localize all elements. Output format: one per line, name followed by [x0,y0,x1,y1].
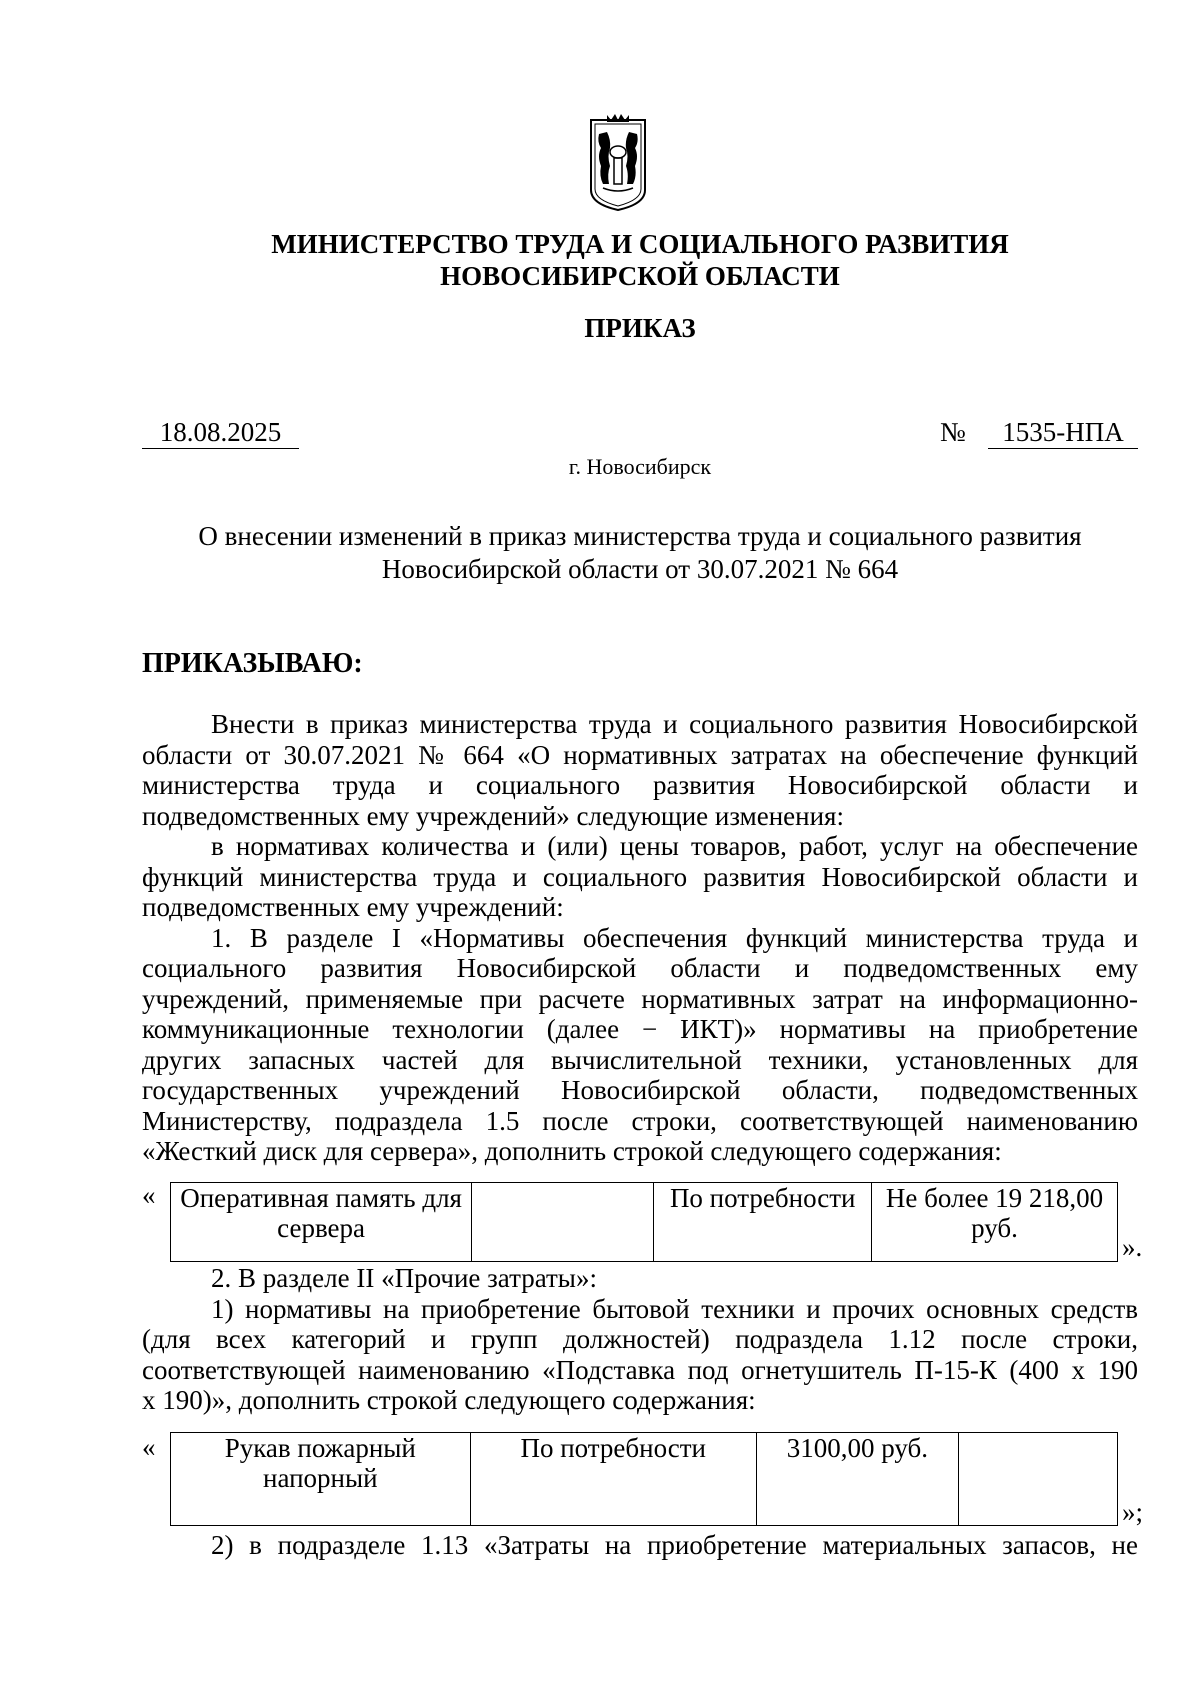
text-line: функций министерства труда и социального развития Новосибирской области и [142,861,1138,892]
table-cell: 3100,00 руб. [756,1433,958,1526]
text-line: социального развития Новосибирской области и подведомственных ему [142,953,1138,983]
text-line: государственных учреждений Новосибирской области, подведомственных [142,1075,1138,1105]
table2-open-quote: « [142,1432,156,1462]
table-cell: По потребности [470,1433,756,1526]
city-name: г. Новосибирск [568,454,712,479]
text-line: (для всех категорий и групп должностей) подраздела 1.12 после строки, [142,1324,1138,1354]
table1-open-quote: « [142,1180,156,1210]
text-line: 1) нормативы на приобретение бытовой техники и прочих основных средств [211,1293,1138,1324]
text-line: «Жесткий диск для сервера», дополнить строкой следующего содержания: [142,1136,1002,1166]
text-line: коммуникационные технологии (далее − ИКТ)» нормативы на приобретение [142,1014,1138,1044]
org-name-line1: МИНИСТЕРСТВО ТРУДА И СОЦИАЛЬНОГО РАЗВИТИЯ [271,229,1009,259]
text-line: подведомственных ему учреждений» следующие изменения: [142,800,844,831]
document-date: 18.08.2025 [142,417,299,449]
text-line: в нормативах количества и (или) цены товаров, работ, услуг на обеспечение [211,831,1138,861]
text-line: других запасных частей для вычислительной техники, установленных для [142,1044,1138,1075]
document-type-title: ПРИКАЗ [584,313,696,343]
number-sign: № [940,417,966,447]
text-line: Министерству, подраздела 1.5 после строки, соответствующей наименованию [142,1105,1138,1136]
paragraph-subsection [142,1530,1138,1561]
table-cell [472,1183,654,1262]
table-ram-norm [170,1182,1118,1262]
table2-close-quote: »; [1122,1497,1144,1527]
paragraph-introduction [142,709,1138,1167]
text-line: 1. В разделе I «Нормативы обеспечения функций министерства труда и [211,922,1138,953]
subject-line1: О внесении изменений в приказ министерства труда и социального развития [198,521,1082,551]
table1-close-quote: ». [1122,1232,1143,1262]
table-fire-hose-norm [170,1432,1118,1526]
text-line: министерства труда и социального развития Новосибирской области и [142,770,1138,800]
paragraph-section-two [142,1263,1138,1416]
table-cell: Оперативная память для сервера [171,1183,472,1262]
document-number: 1535-НПА [988,417,1138,449]
text-line: Внести в приказ министерства труда и социального развития Новосибирской [211,709,1138,739]
table-cell: По потребности [654,1183,872,1262]
document-subject [140,520,1140,586]
text-line: соответствующей наименованию «Подставка под огнетушитель П-15-К (400 х 190 [142,1354,1138,1385]
text-line: 2. В разделе II «Прочие затраты»: [211,1263,597,1293]
text-line: подведомственных ему учреждений: [142,892,564,922]
text-line: области от 30.07.2021 № 664 «О нормативных затратах на обеспечение функций [142,739,1138,770]
table-cell: Рукав пожарный напорный [171,1433,471,1526]
text-line: 2) в подразделе 1.13 «Затраты на приобретение материальных запасов, не [211,1530,1138,1560]
text-line: учреждений, применяемые при расчете нормативных затрат на информационно- [142,983,1138,1014]
text-line: х 190)», дополнить строкой следующего содержания: [142,1385,756,1415]
order-word-heading: ПРИКАЗЫВАЮ: [142,648,363,679]
coat-of-arms-emblem [577,112,659,212]
org-name-line2: НОВОСИБИРСКОЙ ОБЛАСТИ [440,261,840,291]
table-cell [958,1433,1117,1526]
subject-line2: Новосибирской области от 30.07.2021 № 664 [381,554,899,584]
table-cell: Не более 19 218,00 руб. [872,1183,1118,1262]
